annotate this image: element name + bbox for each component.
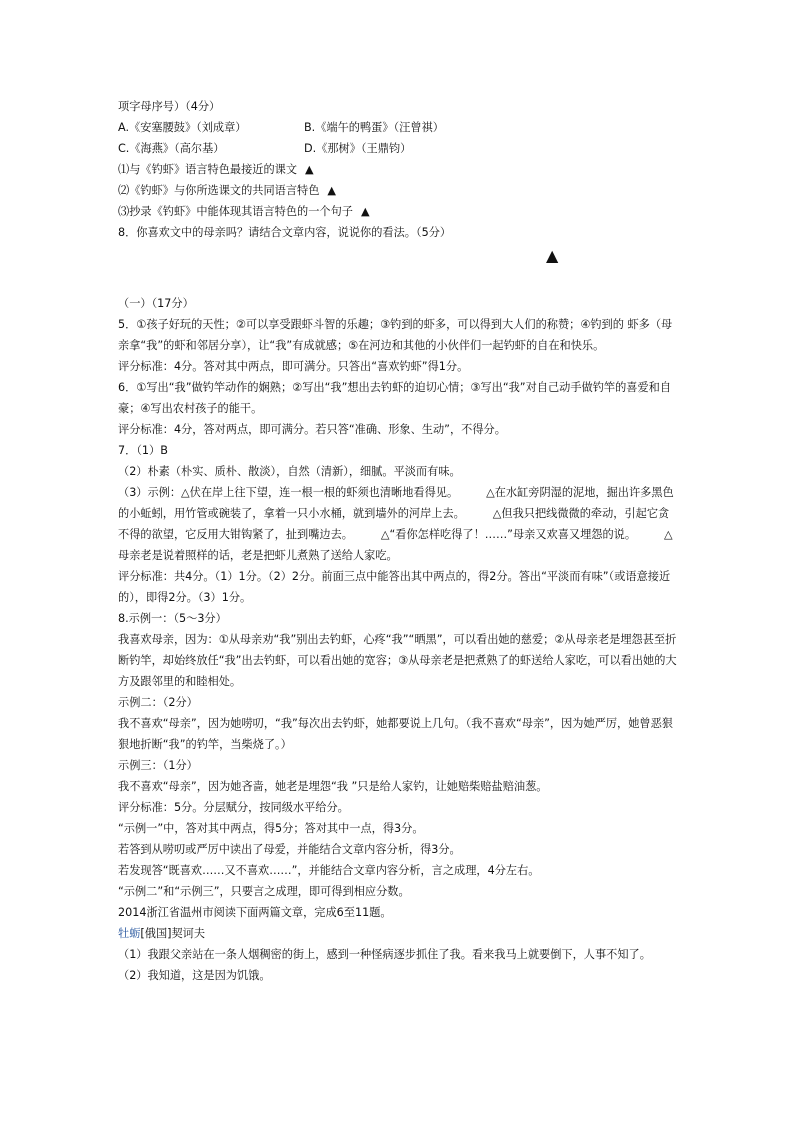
answer-8-example-1-title: 8.示例一：（5～3分） <box>118 612 227 625</box>
answer-8-example-2-title: 示例二：（2分） <box>118 696 198 709</box>
score-line: 若答到从唠叨或严厉中读出了母爱，并能结合文章内容分析，得3分。 <box>118 843 461 856</box>
sub-question-text: ⑶抄录《钓虾》中能体现其语言特色的一个句子 <box>118 205 353 218</box>
section-title: （一）（17分） <box>118 297 194 310</box>
answer-7-2: （2）朴素（朴实、质朴、散淡），自然（清新），细腻。平淡而有味。 <box>118 465 461 478</box>
answer-marker-icon: ▲ <box>327 184 336 197</box>
score-line: “示例二”和“示例三”，只要言之成理，即可得到相应分数。 <box>118 885 410 898</box>
option-c: C.《海燕》（高尔基） <box>118 142 225 155</box>
article-title-link[interactable]: 牡蛎 <box>118 927 141 940</box>
sub-question-text: ⑴与《钓虾》语言特色最接近的课文 <box>118 163 298 176</box>
document-page <box>118 96 680 986</box>
article-paragraph-2: （2）我知道，这是因为饥饿。 <box>118 969 271 982</box>
article-author: [俄国]契诃夫 <box>140 927 206 940</box>
question-8: 8．你喜欢文中的母亲吗？请结合文章内容，说说你的看法。（5分） <box>118 226 452 239</box>
answer-6-score: 评分标准：4分，答对两点，即可满分。若只答“准确、形象、生动”，不得分。 <box>118 423 506 436</box>
answer-marker-icon: ▲ <box>360 205 370 218</box>
options-row-1 <box>118 117 680 138</box>
answer-8-example-1: 我喜欢母亲，因为：①从母亲劝“我”别出去钓虾，心疼“我”“晒黑”，可以看出她的慈爱；②从母亲老是埋怨甚至折断钓竿，却始终放任“我”出去钓虾，可以看出她的宽容；③从母亲老是把煮熟了的虾送给人家吃，可以看出她的大方及跟邻里的和睦相处。 <box>118 633 677 688</box>
score-line: 评分标准：5分。分层赋分，按同级水平给分。 <box>118 801 349 814</box>
answer-8-example-2: 我不喜欢“母亲”，因为她唠叨，“我”每次出去钓虾，她都要说上几句。（我不喜欢“母亲”，因为她严厉，她曾恶狠狠地折断“我”的钓竿，当柴烧了。） <box>118 717 673 751</box>
article-heading <box>118 923 680 944</box>
answer-6: 6．①写出“我”做钓竿动作的娴熟；②写出“我”想出去钓虾的迫切心情；③写出“我”对自己动手做钓竿的喜爱和自豪；④写出农村孩子的能干。 <box>118 381 672 415</box>
score-line: 若发现答“既喜欢……又不喜欢……”，并能结合文章内容分析，言之成理，4分左右。 <box>118 864 540 877</box>
answer-7-score: 评分标准：共4分。（1）1分。（2）2分。前面三点中能答出其中两点的，得2分。答出“平淡而有味”（或语意接近的），即得2分。（3）1分。 <box>118 570 671 604</box>
article-paragraph-1: （1）我跟父亲站在一条人烟稠密的街上，感到一种怪病逐步抓住了我。看来我马上就要倒下，人事不知了。 <box>118 948 651 961</box>
sub-question-3 <box>118 201 680 222</box>
options-row-2 <box>118 138 680 159</box>
sub-question-text: ⑵《钓虾》与你所选课文的共同语言特色 <box>118 184 320 197</box>
sub-question-1 <box>118 159 680 180</box>
answer-marker-icon: ▲ <box>305 163 314 176</box>
answer-8-example-3: 我不喜欢“母亲”，因为她吝啬，她老是埋怨“我 ”只是给人家钓，让她赔柴赔盐赔油葱。 <box>118 780 548 793</box>
answer-5: 5．①孩子好玩的天性；②可以享受跟虾斗智的乐趣；③钓到的虾多，可以得到大人们的称赞；④钓到的 虾多（母亲拿“我”的虾和邻居分享），让“我”有成就感；⑤在河边和其他的小伙伴们一起钓虾的自在和快乐。 <box>118 318 673 352</box>
answer-marker-icon: ▲ <box>546 246 559 265</box>
question-header: 项字母序号）（4分） <box>118 100 221 113</box>
option-b: B.《端午的鸭蛋》（汪曾祺） <box>304 121 444 134</box>
sub-question-2 <box>118 180 680 201</box>
answer-8-example-3-title: 示例三：（1分） <box>118 759 198 772</box>
exam-intro: 2014浙江省温州市阅读下面两篇文章，完成6至11题。 <box>118 906 392 919</box>
score-line: “示例一”中，答对其中两点，得5分；答对其中一点，得3分。 <box>118 822 424 835</box>
answer-5-score: 评分标准：4分。答对其中两点，即可满分。只答出“喜欢钓虾”得1分。 <box>118 360 469 373</box>
answer-7-1: 7．（1）B <box>118 444 168 457</box>
option-a: A.《安塞腰鼓》（刘成章） <box>118 121 247 134</box>
option-d: D.《那树》（王鼎钧） <box>304 142 412 155</box>
answer-7-3: （3）示例：△伏在岸上往下望，连一根一根的虾须也清晰地看得见。 △在水缸旁阴湿的泥地，掘出许多黑色的小蚯蚓，用竹管或碗装了，拿着一只小水桶，就到墙外的河岸上去。 △但我只把线微微的牵动，引起它贪不得的欲望，它反用大钳钩紧了，扯到嘴边去。 △“看你怎样吃得了！……”母亲又欢喜又埋怨的说。 △母亲老是说着照样的话，老是把虾儿煮熟了送给人家吃。 <box>118 486 674 562</box>
